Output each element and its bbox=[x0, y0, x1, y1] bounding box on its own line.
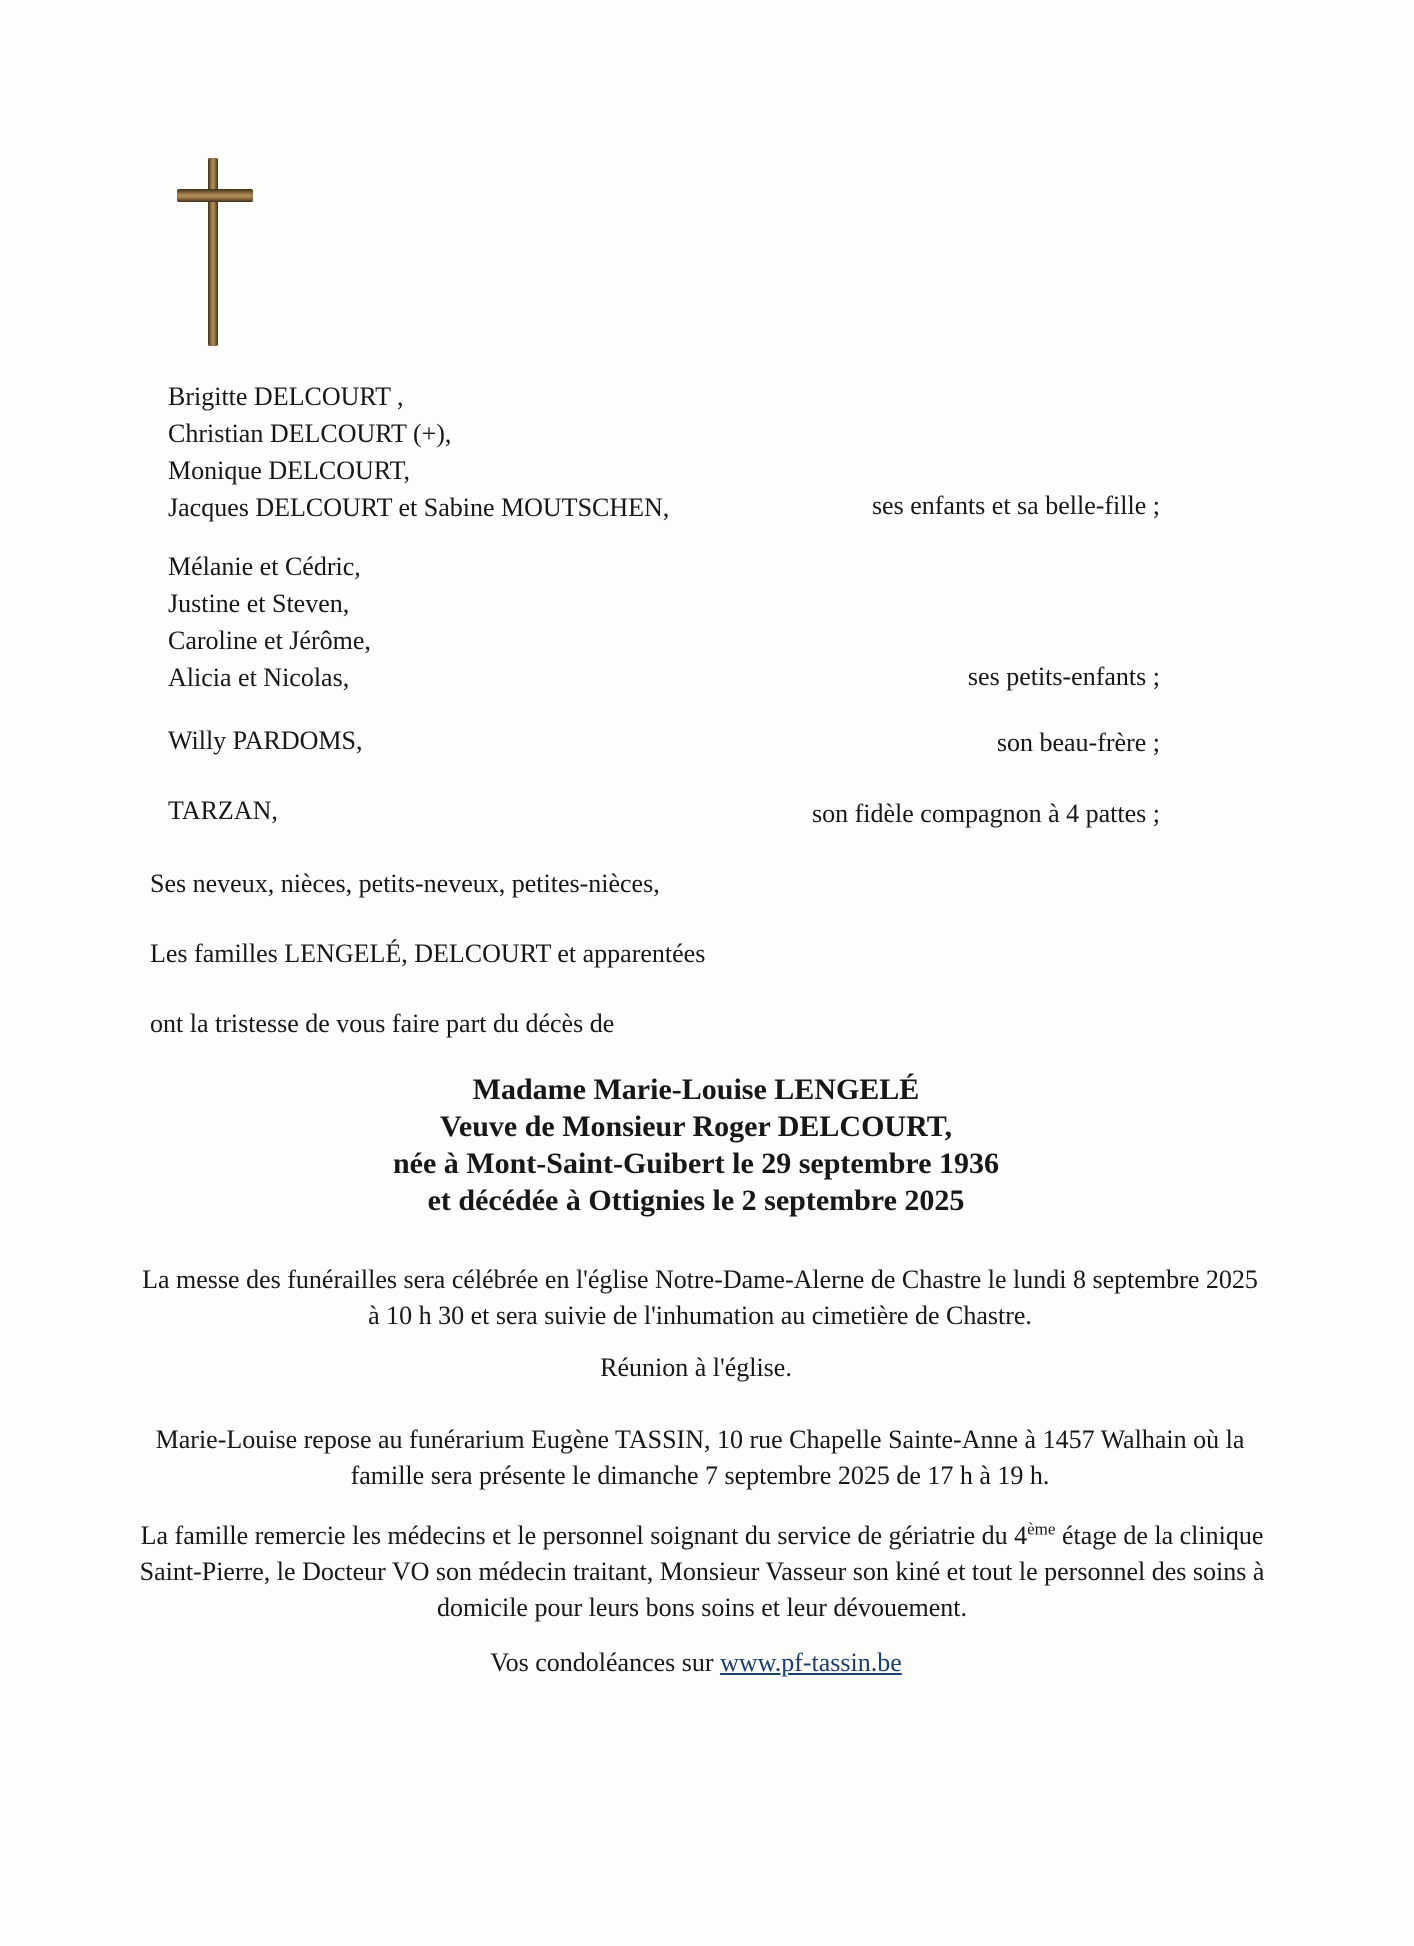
deceased-widow-line: Veuve de Monsieur Roger DELCOURT, bbox=[439, 1110, 952, 1143]
meeting-line: Réunion à l'église. bbox=[600, 1353, 792, 1382]
cross-horizontal-bar bbox=[177, 189, 253, 202]
grandchildren-names bbox=[168, 548, 371, 696]
condolences-line bbox=[0, 1645, 1392, 1681]
deceased-birth-line: née à Mont-Saint-Guibert le 29 septembre 1936 bbox=[392, 1147, 1000, 1180]
brother-in-law-name: Willy PARDOMS, bbox=[168, 726, 363, 755]
mourner-name: Christian DELCOURT (+), bbox=[168, 419, 452, 448]
condolences-prefix: Vos condoléances sur bbox=[490, 1648, 721, 1677]
companion-name: TARZAN, bbox=[168, 796, 278, 825]
mourner-name: Alicia et Nicolas, bbox=[168, 663, 350, 692]
companion-relation-label: son fidèle compagnon à 4 pattes ; bbox=[811, 799, 1160, 828]
deceased-name: Madame Marie-Louise LENGELÉ bbox=[472, 1073, 920, 1106]
thanks-text-start: La famille remercie les médecins et le personnel soignant du service de gériatrie du 4 bbox=[140, 1521, 1028, 1550]
thanks-text-end: étage de la clinique Saint-Pierre, le Docteur VO son médecin traitant, Monsieur Vasseur son kiné et tout le personnel des soins à domicile pour leurs bons soins et leur dévouement. bbox=[139, 1521, 1265, 1622]
deceased-death-line: et décédée à Ottignies le 2 septembre 2025 bbox=[427, 1184, 965, 1217]
grandchildren-relation-label: ses petits-enfants ; bbox=[967, 662, 1160, 691]
mourner-name: Monique DELCOURT, bbox=[168, 456, 411, 485]
mourner-name: Brigitte DELCOURT , bbox=[168, 382, 404, 411]
mass-paragraph: La messe des funérailles sera célébrée en l'église Notre-Dame-Alerne de Chastre le lundi 8 septembre 2025 à 10 h 30 et sera suivie de l'inhumation au cimetière de Chastre. bbox=[142, 1265, 1258, 1330]
mourner-name: Mélanie et Cédric, bbox=[168, 552, 361, 581]
children-names bbox=[168, 378, 669, 526]
cross-vertical-bar bbox=[208, 158, 218, 346]
families-line: Les familles LENGELÉ, DELCOURT et apparentées bbox=[150, 939, 706, 968]
thanks-paragraph bbox=[120, 1518, 1284, 1626]
mourner-name: Caroline et Jérôme, bbox=[168, 626, 371, 655]
mourner-name: Justine et Steven, bbox=[168, 589, 350, 618]
mourner-name: Jacques DELCOURT et Sabine MOUTSCHEN, bbox=[168, 493, 670, 522]
repose-paragraph: Marie-Louise repose au funérarium Eugène TASSIN, 10 rue Chapelle Sainte-Anne à 1457 Walhain où la famille sera présente le dimanche 7 septembre 2025 de 17 h à 19 h. bbox=[155, 1425, 1245, 1490]
announcement-intro-line: ont la tristesse de vous faire part du décès de bbox=[150, 1009, 615, 1038]
nieces-nephews-line: Ses neveux, nièces, petits-neveux, petites-nièces, bbox=[150, 869, 660, 898]
cross-icon bbox=[177, 158, 253, 346]
deceased-title-block bbox=[0, 1071, 1392, 1219]
children-relation-label: ses enfants et sa belle-fille ; bbox=[871, 491, 1160, 520]
thanks-superscript: ème bbox=[1027, 1519, 1056, 1539]
brother-in-law-relation-label: son beau-frère ; bbox=[996, 728, 1160, 757]
condolences-website-link[interactable]: www.pf-tassin.be bbox=[720, 1648, 902, 1677]
